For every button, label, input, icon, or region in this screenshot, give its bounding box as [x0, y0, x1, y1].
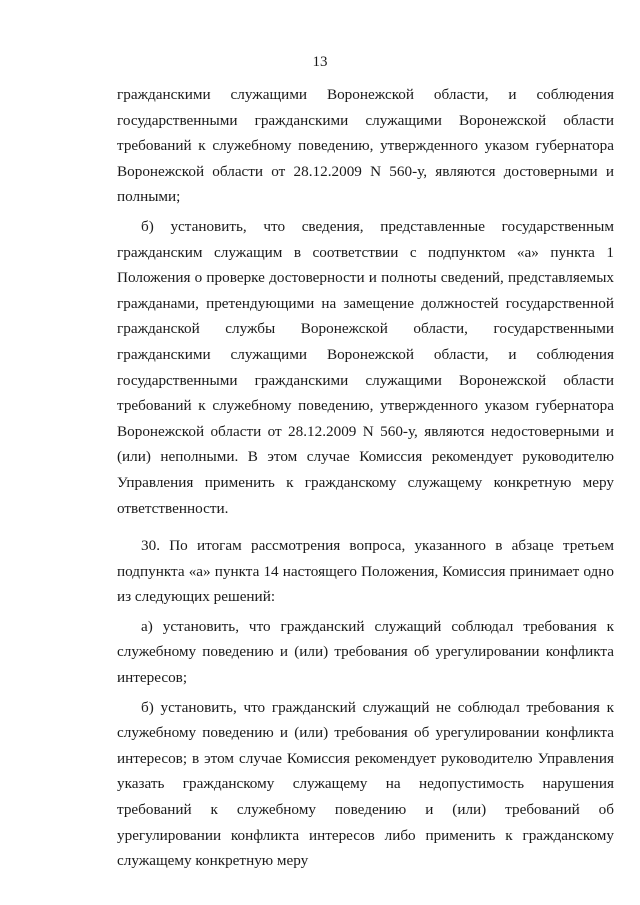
paragraph-continuation: гражданскими служащими Воронежской области, и соблюдения государственными гражданскими служащими Воронежской области требований к служебному поведению, утвержденного указом губернатора Воронежской области от 28.12.2009 N 560-у, являются достоверными и полными; — [117, 86, 614, 206]
paragraph-a-compliant: а) установить, что гражданский служащий соблюдал требования к служебному поведению и (или) требования об урегулировании конфликта интересов; — [117, 617, 614, 687]
document-body — [117, 82, 614, 874]
page-number: 13 — [312, 54, 328, 70]
paragraph-b-noncompliant: б) установить, что гражданский служащий не соблюдал требования к служебному поведению и (или) требования об урегулировании конфликта интересов; в этом случае Комиссия рекомендует руководителю Управления указать гражданскому служащему на недопустимость нарушения требований к служебному поведению и (или) требований об урегулировании конфликта интересов либо применить к гражданскому служащему конкретную меру — [117, 698, 614, 870]
paragraph-b-unreliable: б) установить, что сведения, представленные государственным гражданским служащим в соответствии с подпунктом «а» пункта 1 Положения о проверке достоверности и полноты сведений, представляемых гражданами, претендующими на замещение должностей государственной гражданской службы Воронежской области, государственными гражданскими служащими Воронежской области, и соблюдения государственными гражданскими служащими Воронежской области требований к служебному поведению, утвержденного указом губернатора Воронежской области от 28.12.2009 N 560-у, являются недостоверными и (или) неполными. В этом случае Комиссия рекомендует руководителю Управления применить к гражданскому служащему конкретную меру ответственности. — [117, 217, 614, 517]
paragraph-30: 30. По итогам рассмотрения вопроса, указанного в абзаце третьем подпункта «а» пункта 14 настоящего Положения, Комиссия принимает одно из следующих решений: — [117, 537, 614, 606]
